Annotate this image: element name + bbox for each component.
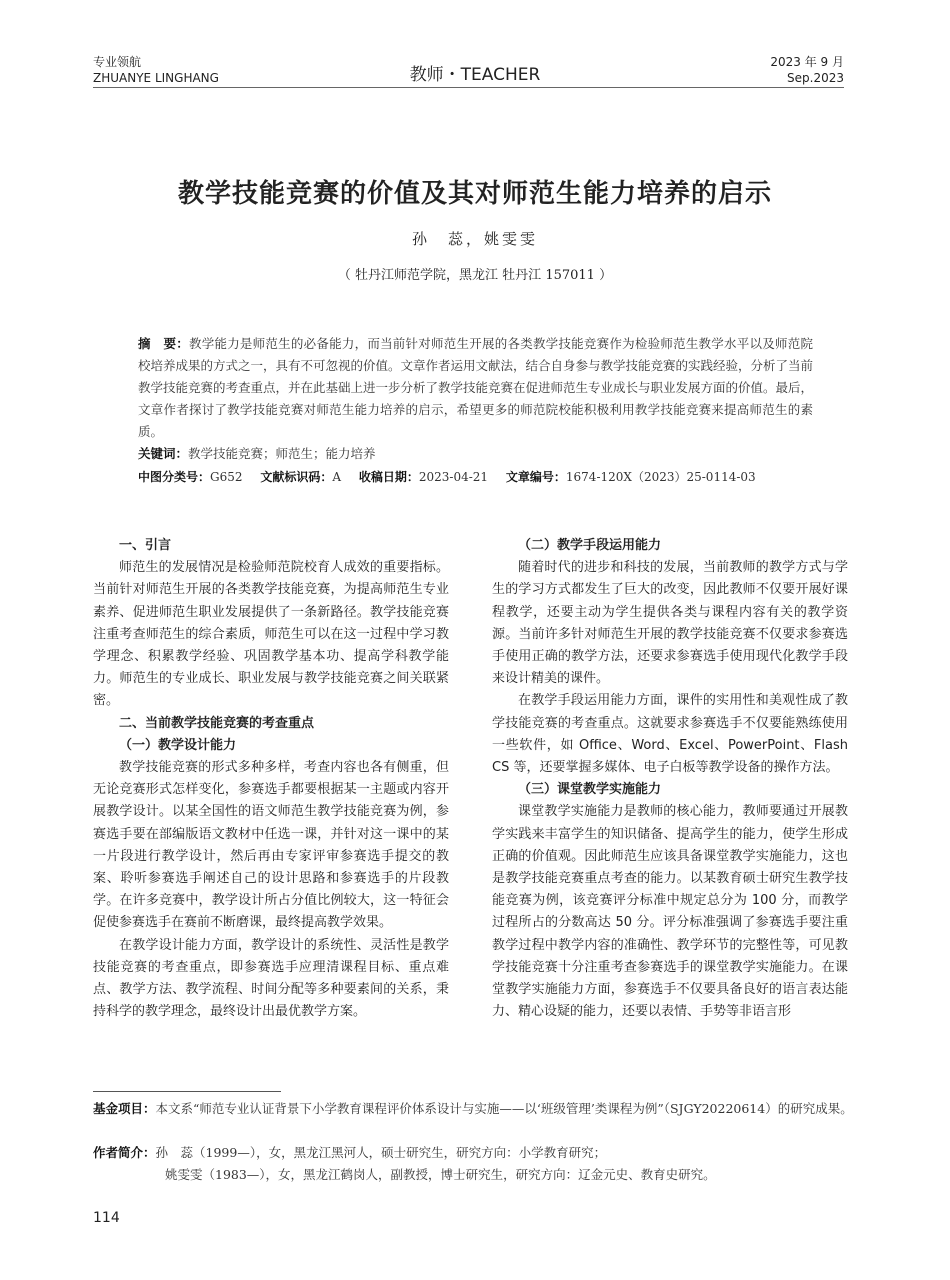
bio-first-author: 孙 蕊（1999—），女，黑龙江黑河人，硕士研究生，研究方向：小学教育研究；: [155, 1145, 607, 1160]
article-title: 教学技能竞赛的价值及其对师范生能力培养的启示: [177, 179, 772, 209]
body-column-left: [93, 535, 449, 1023]
doc-code-value: A: [332, 470, 342, 484]
paragraph: 在教学设计能力方面，教学设计的系统性、灵活性是教学技能竞赛的考查重点，即参赛选手应理清课程目标、重点难点、教学方法、教学流程、时间分配等多种要素间的关系，秉持科学的教学理念，最终设计出最优教学方案。: [93, 937, 449, 1020]
column-name: 专业领航: [93, 55, 142, 69]
paragraph: 教学技能竞赛的形式多种多样，考查内容也各有侧重，但无论竞赛形式怎样变化，参赛选手都要根据某一主题或内容开展教学设计。以某全国性的语文师范生教学技能竞赛为例，参赛选手要在部编版语文教材中任选一课，并针对这一课中的某一片段进行教学设计，然后再由专家评审参赛选手提交的教案、聆听参赛选手阐述自己的设计思路和参赛选手的片段教学。在许多竞赛中，教学设计所占分值比例较大，这一特征会促使参赛选手在赛前不断磨课，最终提高教学效果。: [93, 760, 449, 931]
footnote-divider: [93, 1091, 281, 1092]
running-header-right: [770, 54, 844, 86]
article-metadata: [138, 468, 838, 485]
issue-date-en: Sep.2023: [787, 71, 844, 85]
paragraph: 师范生的发展情况是检验师范院校育人成效的重要指标。当前针对师范生开展的各类教学技能竞赛，为提高师范生专业素养、促进师范生职业发展提供了一条新路径。教学技能竞赛注重考查师范生的综合素质，师范生可以在这一过程中学习教学理念、积累教学经验、巩固教学基本功、提高学科教学能力。师范生的专业成长、职业发展与教学技能竞赛之间关联紧密。: [93, 560, 449, 709]
column-name-en: ZHUANYE LINGHANG: [93, 71, 219, 85]
fund-text: 本文系“师范专业认证背景下小学教育课程评价体系设计与实施——以‘班级管理’类课程为例”（SJGY20220614）的研究成果。: [155, 1101, 853, 1116]
issue-date-cn: 2023 年 9 月: [770, 55, 844, 69]
abstract: [138, 333, 813, 443]
author-affiliation: （ 牡丹江师范学院，黑龙江 牡丹江 157011 ）: [337, 268, 613, 283]
bio-label: 作者简介：: [93, 1145, 156, 1160]
page-number: 114: [93, 1210, 120, 1226]
fund-note: [93, 1098, 853, 1120]
article-authors: 孙 蕊，姚雯雯: [411, 230, 538, 248]
section-heading: 一、引言: [119, 538, 172, 553]
doc-code-label: 文献标识码：: [260, 470, 333, 484]
clc-value: G652: [210, 470, 243, 484]
article-no-label: 文章编号：: [505, 470, 566, 484]
bio-second-author: 姚雯雯（1983—），女，黑龙江鹤岗人，副教授，博士研究生，研究方向：辽金元史、教育史研究。: [165, 1167, 716, 1182]
journal-name: 教师・TEACHER: [409, 65, 541, 85]
fund-label: 基金项目：: [93, 1101, 156, 1116]
keywords-text: 教学技能竞赛；师范生；能力培养: [188, 446, 376, 461]
received-value: 2023-04-21: [418, 470, 489, 484]
keywords: [138, 444, 813, 462]
header-divider: [93, 87, 844, 88]
subsection-heading: （二）教学手段运用能力: [518, 538, 662, 553]
subsection-heading: （三）课堂教学实施能力: [518, 782, 662, 798]
abstract-text: 教学能力是师范生的必备能力，而当前针对师范生开展的各类教学技能竞赛作为检验师范生教学水平以及师范院校培养成果的方式之一，具有不可忽视的价值。文章作者运用文献法，结合自身参与教学技能竞赛的实践经验，分析了当前教学技能竞赛的考查重点，并在此基础上进一步分析了教学技能竞赛在促进师范生专业成长与职业发展方面的价值。最后，文章作者探讨了教学技能竞赛对师范生能力培养的启示，希望更多的师范院校能积极利用教学技能竞赛来提高师范生的素质。: [138, 336, 814, 439]
paragraph: 课堂教学实施能力是教师的核心能力，教师要通过开展教学实践来丰富学生的知识储备、提高学生的能力，使学生形成正确的价值观。因此师范生应该具备课堂教学实施能力，这也是教学技能竞赛重点考查的能力。以某教育硕士研究生教学技能竞赛为例，该竞赛评分标准中规定总分为 100 分，而教学过程所占的分数高达 50 分。评分标准强调了参赛选手要注重教学过程中教学内容的准确性、教学环节的完整性等，可见教学技能竞赛十分注重考查参赛选手的课堂教学实施能力。在课堂教学实施能力方面，参赛选手不仅要具备良好的语言表达能力、精心设疑的能力，还要以表情、手势等非语言形: [492, 804, 848, 1020]
article-no-value: 1674-120X（2023）25-0114-03: [565, 470, 756, 484]
subsection-heading: （一）教学设计能力: [119, 737, 237, 753]
paragraph: 随着时代的进步和科技的发展，当前教师的教学方式与学生的学习方式都发生了巨大的改变，因此教师不仅要开展好课程教学，还要主动为学生提供各类与课程内容有关的教学资源。当前许多针对师范生开展的教学技能竞赛不仅要求参赛选手使用正确的教学方法，还要求参赛选手使用现代化教学手段来设计精美的课件。: [492, 560, 848, 687]
abstract-label: 摘 要：: [138, 336, 189, 351]
received-label: 收稿日期：: [358, 470, 419, 484]
keywords-label: 关键词：: [138, 446, 189, 461]
author-bio: [93, 1142, 853, 1186]
clc-label: 中图分类号：: [138, 470, 211, 484]
body-column-right: [492, 535, 848, 1023]
section-heading: 二、当前教学技能竞赛的考查重点: [119, 715, 315, 731]
paragraph: 在教学手段运用能力方面，课件的实用性和美观性成了教学技能竞赛的考查重点。这就要求参赛选手不仅要能熟练使用一些软件，如 Office、Word、Excel、PowerPoint、Flash CS 等，还要掌握多媒体、电子白板等教学设备的操作方法。: [492, 693, 848, 776]
